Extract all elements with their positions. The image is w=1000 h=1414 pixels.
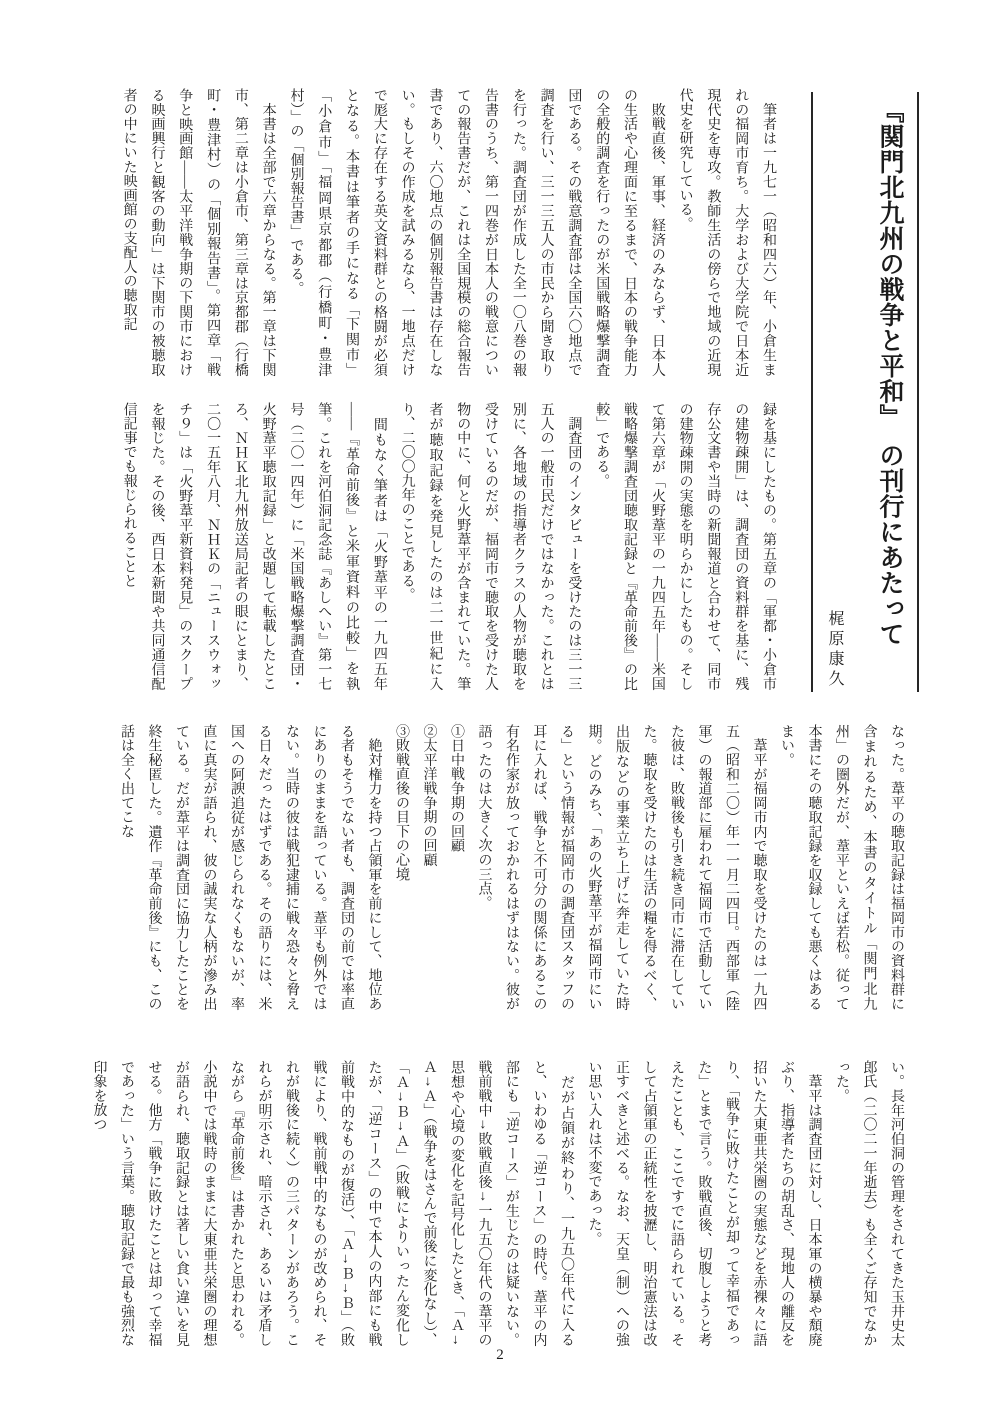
text-band-2	[85, 402, 782, 691]
page-title: 『関門北九州の戦争と平和』 の刊行にあたって	[876, 98, 903, 647]
paragraph: 敗戦直後、軍事、経済のみならず、日本人の生活や心理面に至るまで、日本の戦争能力の全般的調査を行ったのが米国戦略爆撃調査団である。その戦意調査部は全国六〇地点で調査を行い、三一三五人の市民から聞き取りを行った。調査団が作成した全一〇八巻の報告書のうち、第一四巻が日本人の戦意についての報告書だが、これは全国規模の総合報告書であり、六〇地点の個別報告書は存在しない。もしその作成を試みるなら、一地点だけで厖大に存在する英文資料群との格闘が必須となる。本書は筆者の手になる「下関市」「小倉市」「福岡県京都郡（行橋町・豊津村）」の「個別報告書」である。	[288, 88, 665, 377]
paragraph: 本書は全部で六章からなる。第一章は下関市、第二章は小倉市、第三章は京都郡（行橋町・豊津村）の「個別報告書」。第四章「戦争と映画館――太平洋戦争期の下関市における映画興行と観客の動向」は下関市の被聴取者の中にいた映画館の支配人の聴取記	[121, 88, 276, 377]
list-item: ①日中戦争期の回顧	[449, 724, 464, 853]
paragraph: だが占領が終わり、一九五〇年代に入ると、いわゆる「逆コース」の時代。葦平の内部にも「逆コース」が生じたのは疑いない。戦前戦中→敗戦直後→一九五〇年代の葦平の思想や心境の変化を記号化したとき、「Ａ→Ａ→Ａ」（戦争をはさんで前後に変化なし）、「Ａ→Ｂ→Ａ」（敗戦によりいったん変化したが、「逆コース」の中で本人の内部にも戦前戦中的なものが復活）、「Ａ→Ｂ→Ｂ」（敗戦により、戦前戦中的なものが改められ、それが戦後に続く）の三パターンがあろう。これらが明示され、暗示され、あるいは矛盾しながら『革命前後』は書かれたと思われる。小説中では戦時のままに大東亜共栄圏の理想が語られ、聴取記録とは著しい食い違いを見せる。他方「戦争に敗けたことは却って幸福であった」いう言葉。聴取記録で最も強烈な印象を放つ	[91, 1060, 574, 1347]
list-item: ③敗戦直後の目下の心境	[394, 724, 409, 882]
paragraph: 筆者は一九七一（昭和四六）年、小倉生まれの福岡市育ち。大学および大学院で日本近現代史を専攻。教師生活の傍らで地域の近現代史を研究している。	[677, 88, 776, 377]
text-band-1	[85, 88, 782, 377]
paragraph: なった。葦平の聴取記録は福岡市の資料群に含まれるため、本書のタイトル「関門北九州」の圏外だが、葦平といえば若松。従って本書にその聴取記録を収録しても悪くはあるまい。	[779, 724, 904, 1011]
text-band-4	[84, 1060, 910, 1347]
title-rule-right	[917, 92, 919, 692]
author-name: 梶原康久	[826, 610, 843, 690]
paragraph: 調査団のインタビューを受けたのは三一三五人の一般市民だけではなかった。これとは別に、各地域の指導者クラスの人物が聴取を受けているのだが、福岡市で聴取を受けた人物の中に、何と火野葦平が含まれていた。筆者が聴取記録を発見したのは二一世紀に入り、二〇〇九年のことである。	[399, 402, 582, 691]
paragraph: 葦平は調査団に対し、日本軍の横暴や頽廃ぶり、指導者たちの胡乱さ、現地人の離反を招いた大東亜共栄圏の実態などを赤裸々に語り、「戦争に敗けたことが却って幸福であった」とまで言う。敗戦直後、切腹しようと考えたことも、ここですでに語られている。そして占領軍の正統性を披瀝し、明治憲法は改正すべきと述べる。なお、天皇（制）への強い思い入れは不変であった。	[586, 1060, 822, 1347]
page-number: 2	[496, 1347, 504, 1363]
text-band-3	[84, 724, 910, 1011]
title-rule-left	[811, 92, 813, 692]
paragraph: 絶対権力を持つ占領軍を前にして、地位ある者もそうでない者も、調査団の前では率直にありのままを語っている。葦平も例外ではない。当時の彼は戦犯逮捕に戦々恐々と脅える日々だったはずである。その語りには、米国への阿諛追従が感じられなくもないが、率直に真実が語られ、彼の誠実な人柄が滲み出ている。だが葦平は調査団に協力したことを終生秘匿した。遺作『革命前後』にも、この話は全く出てこな	[119, 724, 382, 1011]
paragraph: 間もなく筆者は「火野葦平の一九四五年――『革命前後』と米軍資料の比較」を執筆。これを河伯洞記念誌『あしへい』第一七号（二〇一四年）に「米国戦略爆撃調査団・火野葦平聴取記録」と改題して転載したところ、ＮＨＫ北九州放送局記者の眼にとまり、二〇一五年八月、ＮＨＫの「ニュースウォッチ９」は「火野葦平新資料発見」のスクープを報じた。その後、西日本新聞や共同通信配信記事でも報じられることと	[121, 402, 387, 691]
paragraph: 録を基にしたもの。第五章の「軍都・小倉市の建物疎開」は、調査団の資料群を基に、残存公文書や当時の新聞報道と合わせて、同市の建物疎開の実態を明らかにしたもの。そして第六章が「火野葦平の一九四五年――米国戦略爆撃調査団聴取記録と『革命前後』の比較」である。	[594, 402, 776, 691]
paragraph: い。長年河伯洞の管理をされてきた玉井史太郎氏（二〇二一年逝去）も全くご存知でなかった。	[834, 1060, 904, 1347]
paragraph: 葦平が福岡市内で聴取を受けたのは一九四五（昭和二〇）年一一月二四日。西部軍（陸軍）の報道部に雇われて福岡市で活動していた彼は、敗戦後も引き続き同市に滞在していた。聴取を受けたのは生活の糧を得るべく、出版などの事業立ち上げに奔走していた時期。どのみち、「あの火野葦平が福岡市にいる」という情報が福岡市の調査団スタッフの耳に入れば、戦争と不可分の関係にあるこの有名作家が放っておかれるはずはない。彼が語ったのは大きく次の三点。	[476, 724, 767, 1011]
title-block	[811, 92, 919, 692]
list-item: ②太平洋戦争期の回顧	[421, 724, 437, 867]
